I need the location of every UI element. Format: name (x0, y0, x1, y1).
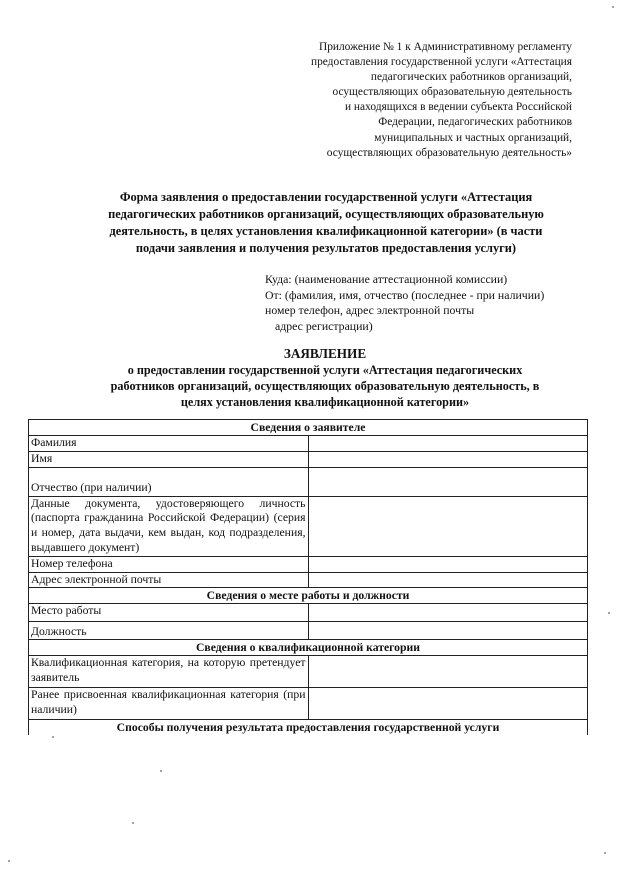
row-patronymic (29, 467, 588, 496)
appendix-line: предоставления государственной услуги «Аттестация (310, 56, 572, 69)
previous-category-label: Ранее присвоенная квалификационная категория (при наличии) (29, 688, 309, 720)
row-workplace (29, 604, 588, 622)
application-form-table (28, 419, 588, 735)
addressee-contacts: номер телефон, адрес электронной почты (265, 303, 475, 317)
row-email (29, 572, 588, 588)
section-category (29, 640, 588, 656)
phone-label: Номер телефона (29, 556, 309, 572)
addressee-from: От: (фамилия, имя, отчество (последнее - при наличии) (265, 287, 545, 302)
patronymic-label: Отчество (при наличии) (29, 467, 309, 496)
row-name (29, 451, 588, 467)
row-phone (29, 556, 588, 572)
workplace-label: Место работы (29, 604, 309, 622)
row-claimed-category (29, 656, 588, 688)
scan-speck (52, 736, 54, 738)
scan-speck (132, 822, 134, 824)
addressee-block (265, 272, 585, 334)
appendix-line: и находящихся в ведении субъекта Российской (344, 101, 572, 114)
row-position (29, 622, 588, 640)
section-result-methods-title: Способы получения результата предоставления государственной услуги (29, 720, 588, 736)
addressee-registration: адрес регистрации) (275, 318, 373, 333)
id-document-field[interactable] (308, 496, 588, 556)
form-title-line: деятельность, в целях установления квалификационной категории» (в части (109, 224, 543, 238)
form-title-line: Форма заявления о предоставлении государственной услуги «Аттестация (119, 190, 533, 204)
scan-speck (604, 852, 606, 854)
surname-field[interactable] (308, 436, 588, 452)
appendix-line: Приложение № 1 к Административному регламенту (318, 41, 572, 53)
claimed-category-label: Квалификационная категория, на которую претендует заявитель (29, 656, 309, 688)
appendix-line: педагогических работников организаций, (370, 71, 572, 84)
surname-label: Фамилия (29, 436, 309, 452)
appendix-line: Федерации, педагогических работников (378, 116, 572, 129)
scan-speck (8, 860, 10, 862)
scan-speck (160, 770, 162, 772)
appendix-note (258, 40, 572, 161)
claimed-category-field[interactable] (308, 656, 588, 688)
email-label: Адрес электронной почты (29, 572, 309, 588)
appendix-line: муниципальных и частных организаций, (374, 131, 572, 144)
scan-speck (612, 6, 614, 8)
application-subtitle-line: о предоставлении государственной услуги «Аттестация педагогических (127, 363, 523, 377)
row-surname (29, 436, 588, 452)
patronymic-field[interactable] (308, 467, 588, 496)
application-heading (64, 346, 586, 410)
section-category-title: Сведения о квалификационной категории (29, 640, 588, 656)
position-label: Должность (29, 622, 309, 640)
position-field[interactable] (308, 622, 588, 640)
name-field[interactable] (308, 451, 588, 467)
section-applicant (29, 420, 588, 436)
name-label: Имя (29, 451, 309, 467)
section-result-methods (29, 720, 588, 736)
id-document-label: Данные документа, удостоверяющего личность (паспорта гражданина Российской Федерации) (серия и номер, дата выдачи, кем выдан, код подразделения, выдавшего документ) (29, 496, 309, 556)
section-applicant-title: Сведения о заявителе (29, 420, 588, 436)
application-subtitle-line: целях установления квалификационной категории» (180, 395, 470, 409)
phone-field[interactable] (308, 556, 588, 572)
row-previous-category (29, 688, 588, 720)
email-field[interactable] (308, 572, 588, 588)
section-workplace-title: Сведения о месте работы и должности (29, 588, 588, 604)
application-subtitle-line: работников организаций, осуществляющих образовательную деятельность, в (110, 379, 540, 393)
form-title-line: педагогических работников организаций, осуществляющих образовательную (108, 207, 544, 221)
row-id-document (29, 496, 588, 556)
form-title (80, 189, 572, 257)
section-workplace (29, 588, 588, 604)
form-title-line: подачи заявления и получения результатов предоставления услуги) (135, 241, 517, 255)
application-title: ЗАЯВЛЕНИЕ (283, 346, 367, 361)
previous-category-field[interactable] (308, 688, 588, 720)
addressee-to: Куда: (наименование аттестационной комиссии) (265, 272, 508, 286)
appendix-line: осуществляющих образовательную деятельность» (326, 146, 572, 159)
scan-speck (608, 612, 610, 614)
workplace-field[interactable] (308, 604, 588, 622)
appendix-line: осуществляющих образовательную деятельность (332, 86, 572, 99)
